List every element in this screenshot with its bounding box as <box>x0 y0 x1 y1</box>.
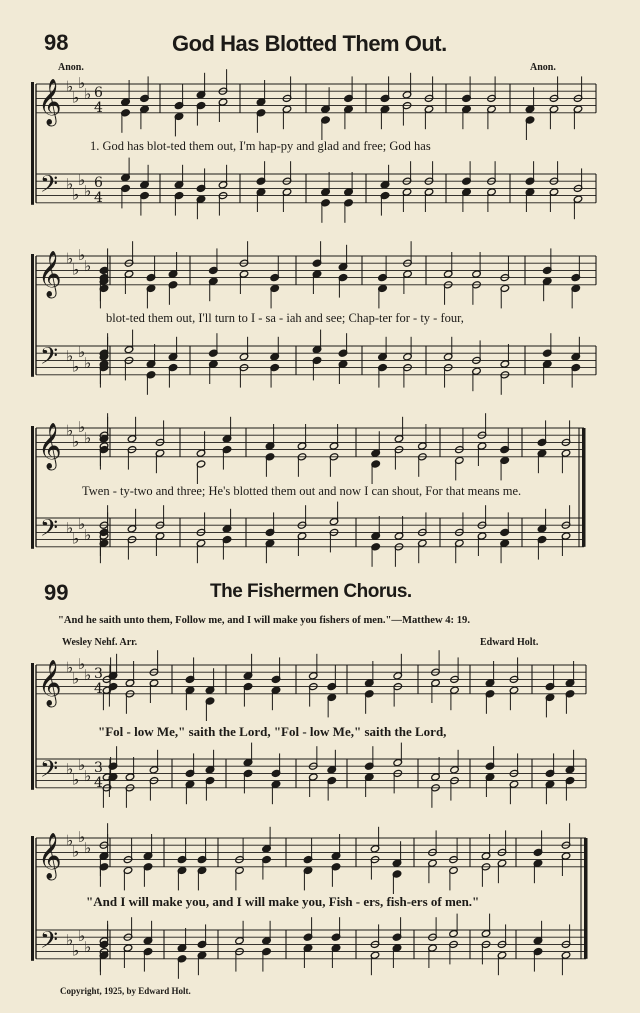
treble-clef-icon: 𝄞 <box>38 833 62 879</box>
flat-icon: ♭ <box>66 421 74 440</box>
lyric-line: "And I will make you, and I will make you, Fish - ers, fish-ers of men." <box>86 894 480 909</box>
flat-icon: ♭ <box>66 249 74 268</box>
scripture-reference: "And he saith unto them, Follow me, and I will make you fishers of men."—Matthew 4: 19. <box>58 615 470 626</box>
flat-icon: ♭ <box>72 88 80 107</box>
flat-icon: ♭ <box>78 515 86 534</box>
flat-icon: ♭ <box>84 354 92 372</box>
music-credit: Anon. <box>530 62 556 73</box>
flat-icon: ♭ <box>66 77 74 96</box>
flat-icon: ♭ <box>84 938 92 956</box>
system-bracket <box>31 663 34 790</box>
flat-icon: ♭ <box>78 828 86 846</box>
flat-icon: ♭ <box>84 256 92 275</box>
system-bracket <box>31 836 34 961</box>
time-signature: 4 <box>94 681 103 697</box>
flat-icon: ♭ <box>66 346 74 365</box>
bass-clef-icon: 𝄢 <box>40 755 59 788</box>
treble-clef-icon: 𝄞 <box>38 660 62 706</box>
flat-icon: ♭ <box>72 185 80 204</box>
bass-clef-icon: 𝄢 <box>40 926 59 959</box>
copyright-notice: Copyright, 1925, by Edward Holt. <box>60 986 191 996</box>
flat-icon: ♭ <box>84 767 92 785</box>
system-bracket <box>31 254 34 377</box>
hymn-number: 98 <box>44 30 69 55</box>
flat-icon: ♭ <box>72 842 80 861</box>
flat-icon: ♭ <box>66 518 74 537</box>
words-credit: Anon. <box>58 62 84 73</box>
flat-icon: ♭ <box>84 526 92 544</box>
bass-clef-icon: 𝄢 <box>40 170 59 203</box>
arranger-credit: Wesley Nehf. Arr. <box>62 637 138 648</box>
flat-icon: ♭ <box>84 182 92 200</box>
flat-icon: ♭ <box>72 941 80 960</box>
final-barline-thick <box>582 428 586 547</box>
lyric-line: blot-ted them out, I'll turn to I - sa - iah and see; Chap-ter for - ty - four, <box>106 311 464 325</box>
flat-icon: ♭ <box>66 174 74 193</box>
time-signature: 6 <box>94 85 103 101</box>
flat-icon: ♭ <box>78 74 86 92</box>
flat-icon: ♭ <box>66 930 74 949</box>
flat-icon: ♭ <box>78 418 86 436</box>
treble-clef-icon: 𝄞 <box>38 79 62 125</box>
flat-icon: ♭ <box>78 927 86 946</box>
flat-icon: ♭ <box>84 838 92 857</box>
lyric-line: Twen - ty-two and three; He's blotted them out and now I can shout, For that means me. <box>82 484 522 498</box>
flat-icon: ♭ <box>84 428 92 447</box>
time-signature: 3 <box>94 760 103 776</box>
flat-icon: ♭ <box>66 658 74 677</box>
flat-icon: ♭ <box>72 529 80 548</box>
time-signature: 6 <box>94 175 103 191</box>
treble-clef-icon: 𝄞 <box>38 423 62 469</box>
flat-icon: ♭ <box>72 432 80 451</box>
flat-icon: ♭ <box>78 343 86 362</box>
composer-credit: Edward Holt. <box>480 637 539 648</box>
time-signature: 4 <box>94 190 103 206</box>
flat-icon: ♭ <box>72 669 80 688</box>
flat-icon: ♭ <box>66 759 74 778</box>
lyric-line: 1. God has blot-ted them out, I'm hap-py and glad and free; God has <box>90 139 431 153</box>
flat-icon: ♭ <box>72 260 80 279</box>
time-signature: 4 <box>94 100 103 116</box>
final-barline-thick <box>584 838 588 959</box>
flat-icon: ♭ <box>84 665 92 684</box>
flat-icon: ♭ <box>78 171 86 190</box>
bass-clef-icon: 𝄢 <box>40 342 59 375</box>
hymn-number: 99 <box>44 580 69 605</box>
flat-icon: ♭ <box>66 831 74 850</box>
hymn-title: God Has Blotted Them Out. <box>172 31 447 56</box>
time-signature: 4 <box>94 775 103 791</box>
bass-clef-icon: 𝄢 <box>40 514 59 547</box>
flat-icon: ♭ <box>84 84 92 103</box>
flat-icon: ♭ <box>78 655 86 673</box>
lyric-line: "Fol - low Me," saith the Lord, "Fol - low Me," saith the Lord, <box>98 724 447 739</box>
flat-icon: ♭ <box>72 357 80 376</box>
flat-icon: ♭ <box>78 246 86 264</box>
system-bracket <box>31 82 34 205</box>
system-bracket <box>31 426 34 549</box>
flat-icon: ♭ <box>78 756 86 775</box>
time-signature: 3 <box>94 666 103 682</box>
hymn-title: The Fishermen Chorus. <box>210 581 412 602</box>
flat-icon: ♭ <box>72 770 80 789</box>
treble-clef-icon: 𝄞 <box>38 251 62 297</box>
